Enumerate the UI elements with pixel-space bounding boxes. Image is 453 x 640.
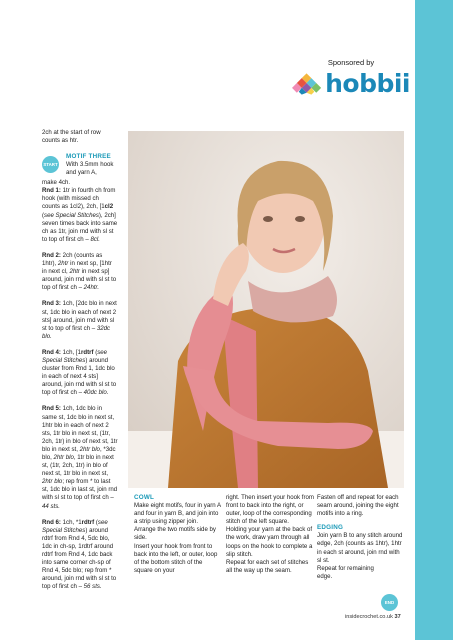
edging-heading: EDGING <box>317 524 344 532</box>
join-text-3: Repeat for each set of stitches all the way up the seam. <box>226 558 309 574</box>
motif-make-text: make 4ch. <box>42 179 71 187</box>
cowl-text-2: Arrange the two motifs side by side. <box>134 526 216 542</box>
round-3: Rnd 3: 1ch, [2dc blo in next st, 1dc blo in each of next 2 sts] around, join rnd with sl st to top of first ch – 32dc blo. <box>42 300 117 340</box>
start-badge: START <box>42 156 59 173</box>
intro-text: 2ch at the start of row counts as htr. <box>42 129 101 145</box>
finish-text: Fasten off and repeat for each seam around, joining the eight motifs into a ring. <box>317 494 399 518</box>
model-photo <box>128 131 404 488</box>
cowl-heading: COWL <box>134 494 155 501</box>
end-badge: END <box>381 594 398 611</box>
join-text-1: right. Then insert your hook from front to back into the right, or outer, loop of the corresponding stitch of the left square. <box>226 494 314 526</box>
hobbii-logo[interactable] <box>292 71 410 96</box>
hobbii-wordmark: hobbii <box>325 69 410 98</box>
page-footer <box>345 614 401 620</box>
sponsor-block <box>292 58 410 96</box>
pattern-column <box>42 129 118 600</box>
round-6: Rnd 6: 1ch, *1rdtrf (see Special Stitches) around rdtrf from Rnd 4, 5dc blo, 1dc in ch-sp, 1rdtrf around rdtrf from Rnd 4, 1dc back into same corner ch-sp of Rnd 4, 5dc blo; rep from * around, join rnd with sl st to top of first ch – 56 sts. <box>42 518 117 591</box>
motif-three-hook-line: With 3.5mm hook and yarn A, <box>66 161 114 177</box>
join-text-2: Holding your yarn at the back of the work, draw yarn through all loops on the hook to complete a slip stitch. <box>226 526 313 558</box>
round-1: Rnd 1: 1tr in fourth ch from hook (with missed ch counts as 1cl2), 2ch, [1cl2 (see Special Stitches), 2ch] seven times back into same ch as 1tr, join rnd with sl st to top of first ch – 8cl. <box>42 187 118 243</box>
edging-text-1: Join yarn B to any stitch around edge, 2ch (counts as 1htr), 1htr in each st around, join rnd with sl st. <box>317 532 403 564</box>
join-column <box>226 494 314 575</box>
model-illustration <box>128 131 404 488</box>
page-number: 37 <box>394 614 401 620</box>
round-2: Rnd 2: 2ch (counts as 1htr), 2htr in next sp, [1htr in next cl, 2htr in next sp] around, join rnd with sl st to top of first ch – 24htr. <box>42 251 117 292</box>
edging-text-2: Repeat for remaining edge. <box>317 564 374 580</box>
footer-site[interactable]: insidecrochet.co.uk <box>345 614 393 620</box>
motif-three-header <box>42 153 118 179</box>
round-4: Rnd 4: 1ch, [1rdtrf (see Special Stitches) around cluster from Rnd 1, 1dc blo in each of next 4 sts] around, join rnd with sl st to top of first ch – 40dc blo. <box>42 348 117 397</box>
motif-three-title: MOTIF THREE <box>66 153 111 161</box>
sponsor-label: Sponsored by <box>327 58 375 67</box>
cowl-text-1: Make eight motifs, four in yarn A and four in yarn B, and join into a strip using zipper join. <box>134 502 221 526</box>
cowl-column <box>134 494 222 575</box>
cowl-text-3: Insert your hook from front to back into the left, or outer, loop of the bottom stitch of the square on your <box>134 542 218 574</box>
round-5: Rnd 5: 1ch, 1dc blo in same st, 1dc blo in next st, 1htr blo in each of next 2 sts, 1tr blo in next st, (1tr, 2ch, 1tr) in blo of next st, 1tr blo in next st, 2htr blo, *3dc blo, 2htr blo, 1tr blo in next st, (1tr, 2ch, 1tr) in blo of next st, 1tr blo in next st, 2htr blo; rep from * to last st, 1dc blo in last st, join rnd with sl st to top of first ch – 44 sts. <box>42 405 118 510</box>
edging-column <box>317 494 405 581</box>
hobbii-mosaic-icon <box>292 73 321 95</box>
